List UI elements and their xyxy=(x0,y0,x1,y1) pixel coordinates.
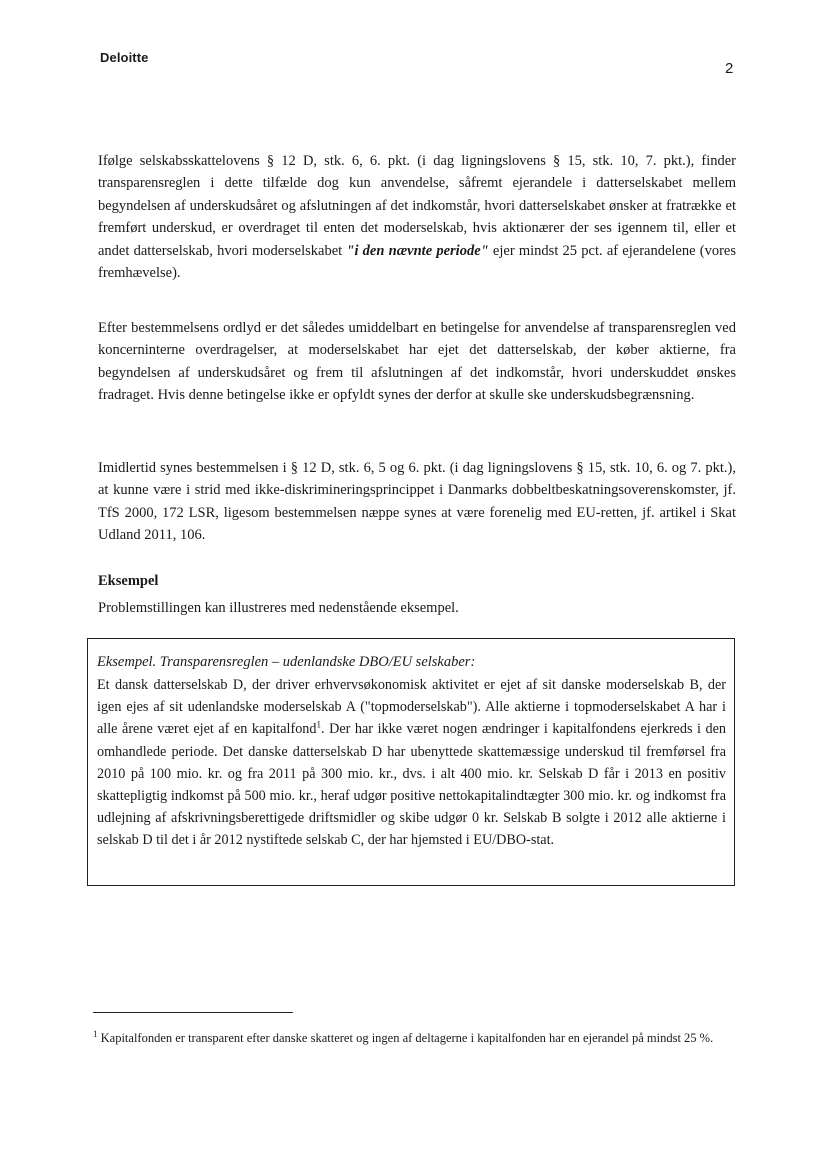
page-number: 2 xyxy=(725,60,734,77)
paragraph-1-tail: ejer mindst 25 pct. af ejerandelene (vores fremhævelse). xyxy=(98,242,736,282)
footnote-reference: 1 xyxy=(316,719,321,730)
example-body-part-1: Et dansk datterselskab D, der driver erhvervsøkonomisk aktivitet er ejet af sit danske moderselskab B, der igen ejes af sit udenlandske moderselskab A ("topmoderselskab"). Alle aktierne i topmoderselskabet A har i alle årene været ejet af en kapitalfond xyxy=(97,677,726,738)
paragraph-wording-condition: Efter bestemmelsens ordlyd er det således umiddelbart en betingelse for anvendelse af transparensreglen ved koncerninterne overdragelser, at moderselskabet har ejet det datterselskab, der køber aktierne, fra begyndelsen af underskudsåret og frem til afslutningen af det indkomstår, hvori underskuddet ønskes fradraget. Hvis denne betingelse ikke er opfyldt synes der derfor at skulle ske underskudsbegrænsning. xyxy=(98,320,736,404)
footnote-divider xyxy=(93,1012,293,1013)
emphasized-quote: "i den nævnte periode" xyxy=(346,242,489,259)
paragraph-transparency-condition xyxy=(98,150,736,284)
paragraph-discrimination: Imidlertid synes bestemmelsen i § 12 D, stk. 6, 5 og 6. pkt. (i dag ligningslovens § 15, stk. 10, 6. og 7. pkt.), at kunne være i strid med ikke-diskrimineringsprincippet i Danmarks dobbeltbeskatningsoverenskomster, jf. TfS 2000, 172 LSR, ligesom bestemmelsen næppe synes at være forenelig med EU-retten, jf. artikel i Skat Udland 2011, 106. xyxy=(98,460,736,544)
footnote-text: Kapitalfonden er transparent efter danske skatteret og ingen af deltagerne i kapitalfonden har en ejerandel på mindst 25 %. xyxy=(100,1031,714,1045)
paragraph-1-text: Ifølge selskabsskattelovens § 12 D, stk. 6, 6. pkt. (i dag ligningslovens § 15, stk. 10, 7. pkt.), finder transparensreglen i dette tilfælde dog kun anvendelse, såfremt ejerandele i datterselskabet mellem begyndelsen af underskudsåret og afslutningen af det indkomstår, hvori datterselskabet ønsker at fratrække et fremført underskud, er overdraget til enten det moderselskab, hvis aktionærer der ses igennem til, eller et andet datterselskab, hvori moderselskabet xyxy=(98,153,736,259)
example-body-part-2: . Der har ikke været nogen ændringer i kapitalfondens ejerkreds i den omhandlede periode. Det danske datterselskab D har ubenyttede skattemæssige underskud til fremførsel fra 2010 på 100 mio. kr. og fra 2011 på 300 mio. kr., dvs. i alt 400 mio. kr. Selskab D får i 2013 en positiv skattepligtig indkomst på 500 mio. kr., heraf udgør positive nettokapitalindtægter 300 mio. kr. og indkomst fra udlejning af afskrivningsberettigede driftsmidler og skibe udgør 0 kr. Selskab B solgte i 2012 alle aktierne i selskab D til det i år 2012 nystiftede selskab C, der har hjemsted i EU/DBO-stat. xyxy=(97,721,726,849)
footnote xyxy=(93,1028,733,1049)
deloitte-logo-text: Deloitte xyxy=(100,50,149,65)
footnote-number: 1 xyxy=(93,1028,98,1039)
example-box xyxy=(87,638,735,886)
example-box-title: Eksempel. Transparensreglen – udenlandske DBO/EU selskaber: xyxy=(97,654,476,670)
example-box-body xyxy=(97,674,726,852)
example-heading: Eksempel xyxy=(98,573,159,589)
example-intro: Problemstillingen kan illustreres med nedenstående eksempel. xyxy=(98,600,459,616)
